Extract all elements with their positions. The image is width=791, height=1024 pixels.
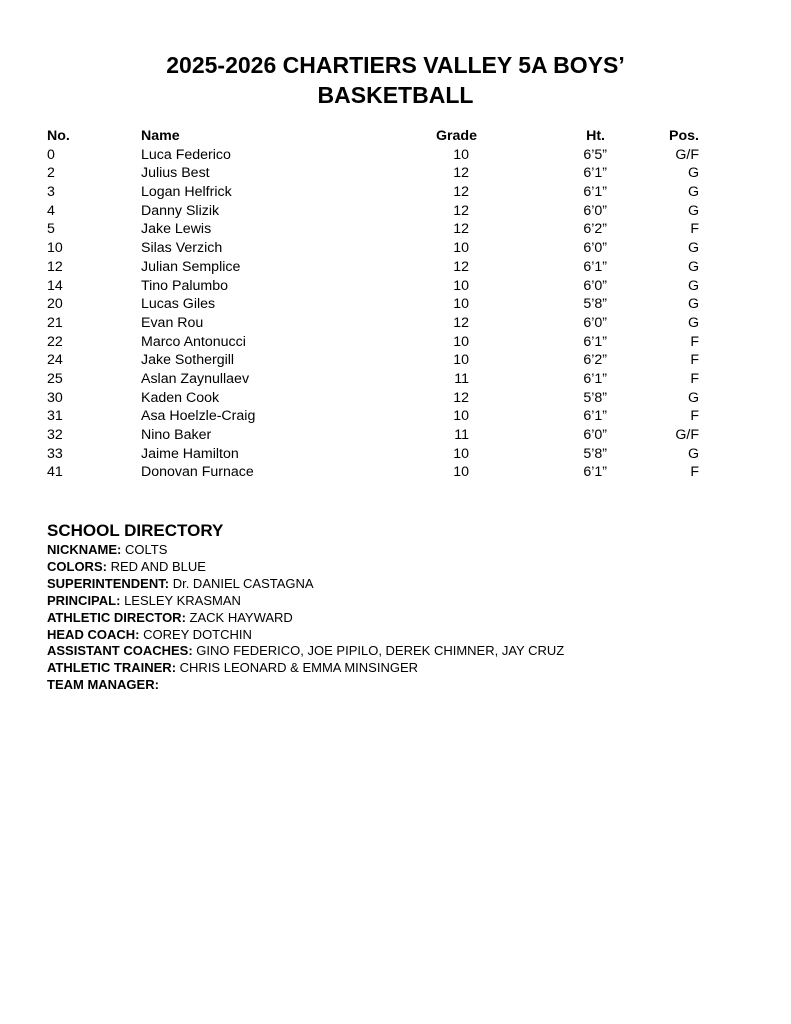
athletic-trainer-value: CHRIS LEONARD & EMMA MINSINGER [179, 660, 419, 676]
player-name: Silas Verzich [141, 240, 223, 257]
player-number: 31 [47, 408, 63, 425]
player-name: Lucas Giles [141, 296, 216, 313]
player-height: 6’2” [583, 352, 607, 369]
roster-body [47, 146, 699, 482]
player-grade: 10 [453, 240, 469, 257]
superintendent-label: SUPERINTENDENT: [47, 575, 170, 591]
player-grade: 10 [453, 146, 469, 163]
player-name: Julius Best [141, 165, 210, 182]
colors-value: RED AND BLUE [110, 558, 206, 574]
table-row [47, 146, 699, 165]
player-name: Marco Antonucci [141, 333, 246, 350]
roster-header-row [47, 127, 699, 146]
table-row [47, 220, 699, 239]
player-position: G/F [675, 146, 699, 163]
player-grade: 10 [453, 445, 469, 462]
player-height: 5’8” [583, 389, 607, 406]
player-name: Jake Sothergill [141, 352, 235, 369]
player-position: F [690, 464, 699, 481]
table-row [47, 370, 699, 389]
player-height: 6’1” [583, 370, 607, 387]
player-position: G [687, 202, 699, 219]
directory-head-coach [47, 627, 747, 644]
header-height: Ht. [586, 128, 605, 144]
title-line-1: 2025-2026 CHARTIERS VALLEY 5A BOYS’ [166, 52, 625, 78]
player-grade: 12 [453, 202, 469, 219]
page-title [0, 50, 791, 110]
assistant-coaches-label: ASSISTANT COACHES: [47, 643, 193, 659]
player-position: F [690, 221, 699, 238]
player-height: 6’2” [583, 221, 607, 238]
player-grade: 10 [453, 408, 469, 425]
player-number: 3 [47, 184, 55, 201]
directory-superintendent [47, 576, 747, 593]
table-row [47, 463, 699, 482]
athletic-director-value: ZACK HAYWARD [189, 609, 293, 625]
player-position: G/F [675, 427, 699, 443]
table-row [47, 445, 699, 464]
player-grade: 10 [453, 277, 469, 294]
directory-athletic-trainer [47, 660, 747, 677]
player-position: G [687, 258, 699, 275]
player-number: 2 [47, 165, 55, 182]
player-name: Kaden Cook [141, 389, 220, 406]
player-height: 6’0” [583, 427, 607, 443]
table-row [47, 164, 699, 183]
table-row [47, 333, 699, 352]
roster-table [47, 127, 699, 482]
table-row [47, 258, 699, 277]
table-row [47, 407, 699, 426]
athletic-director-label: ATHLETIC DIRECTOR: [47, 609, 186, 625]
head-coach-label: HEAD COACH: [47, 626, 140, 642]
player-height: 6’1” [583, 333, 607, 350]
player-name: Julian Semplice [141, 258, 241, 275]
player-grade: 12 [453, 184, 469, 201]
player-name: Jake Lewis [141, 221, 212, 238]
player-grade: 11 [454, 427, 469, 443]
player-position: G [687, 240, 699, 257]
header-no: No. [47, 128, 70, 144]
player-grade: 12 [453, 314, 469, 331]
player-position: F [690, 370, 699, 387]
player-grade: 10 [453, 464, 469, 481]
player-number: 5 [47, 221, 55, 238]
principal-label: PRINCIPAL: [47, 592, 121, 608]
athletic-trainer-label: ATHLETIC TRAINER: [47, 660, 177, 676]
team-manager-label: TEAM MANAGER: [47, 677, 159, 693]
player-number: 0 [47, 146, 55, 163]
school-directory [47, 520, 747, 694]
table-row [47, 389, 699, 408]
player-position: G [687, 296, 699, 313]
player-position: G [687, 165, 699, 182]
player-name: Jaime Hamilton [141, 445, 239, 462]
directory-nickname [47, 542, 747, 559]
player-number: 14 [47, 277, 63, 294]
player-number: 22 [47, 333, 63, 350]
player-position: G [687, 184, 699, 201]
table-row [47, 239, 699, 258]
player-grade: 10 [453, 296, 469, 313]
player-grade: 11 [454, 370, 469, 387]
assistant-coaches-value: GINO FEDERICO, JOE PIPILO, DEREK CHIMNER, JAY CRUZ [196, 643, 565, 659]
directory-colors [47, 559, 747, 576]
player-number: 4 [47, 202, 55, 219]
player-number: 20 [47, 296, 63, 313]
player-height: 6’1” [583, 184, 607, 201]
title-line-2: BASKETBALL [317, 82, 474, 108]
player-number: 33 [47, 445, 63, 462]
player-number: 32 [47, 427, 63, 443]
player-height: 6’0” [583, 314, 607, 331]
principal-value: LESLEY KRASMAN [124, 592, 241, 608]
directory-title: SCHOOL DIRECTORY [47, 521, 224, 540]
player-position: F [690, 352, 699, 369]
player-position: G [687, 445, 699, 462]
header-name: Name [141, 128, 180, 144]
player-grade: 12 [453, 258, 469, 275]
player-height: 6’1” [583, 165, 607, 182]
player-number: 21 [47, 314, 63, 331]
player-number: 25 [47, 370, 63, 387]
player-name: Danny Slizik [141, 202, 220, 219]
table-row [47, 314, 699, 333]
player-position: G [687, 277, 699, 294]
table-row [47, 202, 699, 221]
player-grade: 12 [453, 389, 469, 406]
player-name: Asa Hoelzle-Craig [141, 408, 256, 425]
player-number: 41 [47, 464, 63, 481]
player-grade: 12 [453, 221, 469, 238]
player-height: 6’0” [583, 240, 607, 257]
nickname-value: COLTS [125, 542, 168, 557]
player-height: 6’1” [583, 464, 607, 481]
header-position: Pos. [669, 128, 699, 144]
player-number: 30 [47, 389, 63, 406]
player-name: Donovan Furnace [141, 464, 254, 481]
player-height: 6’1” [583, 258, 607, 275]
player-position: F [690, 333, 699, 350]
directory-team-manager [47, 677, 747, 694]
player-height: 6’5” [583, 146, 607, 163]
player-name: Evan Rou [141, 314, 204, 331]
table-row [47, 183, 699, 202]
table-row [47, 277, 699, 296]
table-row [47, 351, 699, 370]
player-height: 6’1” [583, 408, 607, 425]
nickname-label: NICKNAME: [47, 542, 122, 557]
player-height: 6’0” [583, 202, 607, 219]
player-number: 12 [47, 258, 63, 275]
player-height: 5’8” [583, 296, 607, 313]
player-name: Tino Palumbo [141, 277, 229, 294]
player-grade: 10 [453, 352, 469, 369]
player-name: Logan Helfrick [141, 184, 232, 201]
player-grade: 10 [453, 333, 469, 350]
head-coach-value: COREY DOTCHIN [143, 626, 252, 642]
superintendent-value: Dr. DANIEL CASTAGNA [172, 575, 314, 591]
player-number: 24 [47, 352, 63, 369]
header-grade: Grade [435, 128, 477, 144]
player-name: Nino Baker [141, 427, 212, 443]
player-name: Luca Federico [141, 146, 231, 163]
directory-principal [47, 593, 747, 610]
player-number: 10 [47, 240, 63, 257]
player-position: G [687, 389, 699, 406]
player-position: F [690, 408, 699, 425]
colors-label: COLORS: [47, 558, 107, 574]
directory-athletic-director [47, 610, 747, 627]
player-grade: 12 [453, 165, 469, 182]
directory-assistant-coaches [47, 643, 747, 660]
player-name: Aslan Zaynullaev [141, 370, 250, 387]
player-height: 5’8” [583, 445, 607, 462]
player-position: G [687, 314, 699, 331]
table-row [47, 426, 699, 445]
player-height: 6’0” [583, 277, 607, 294]
table-row [47, 295, 699, 314]
